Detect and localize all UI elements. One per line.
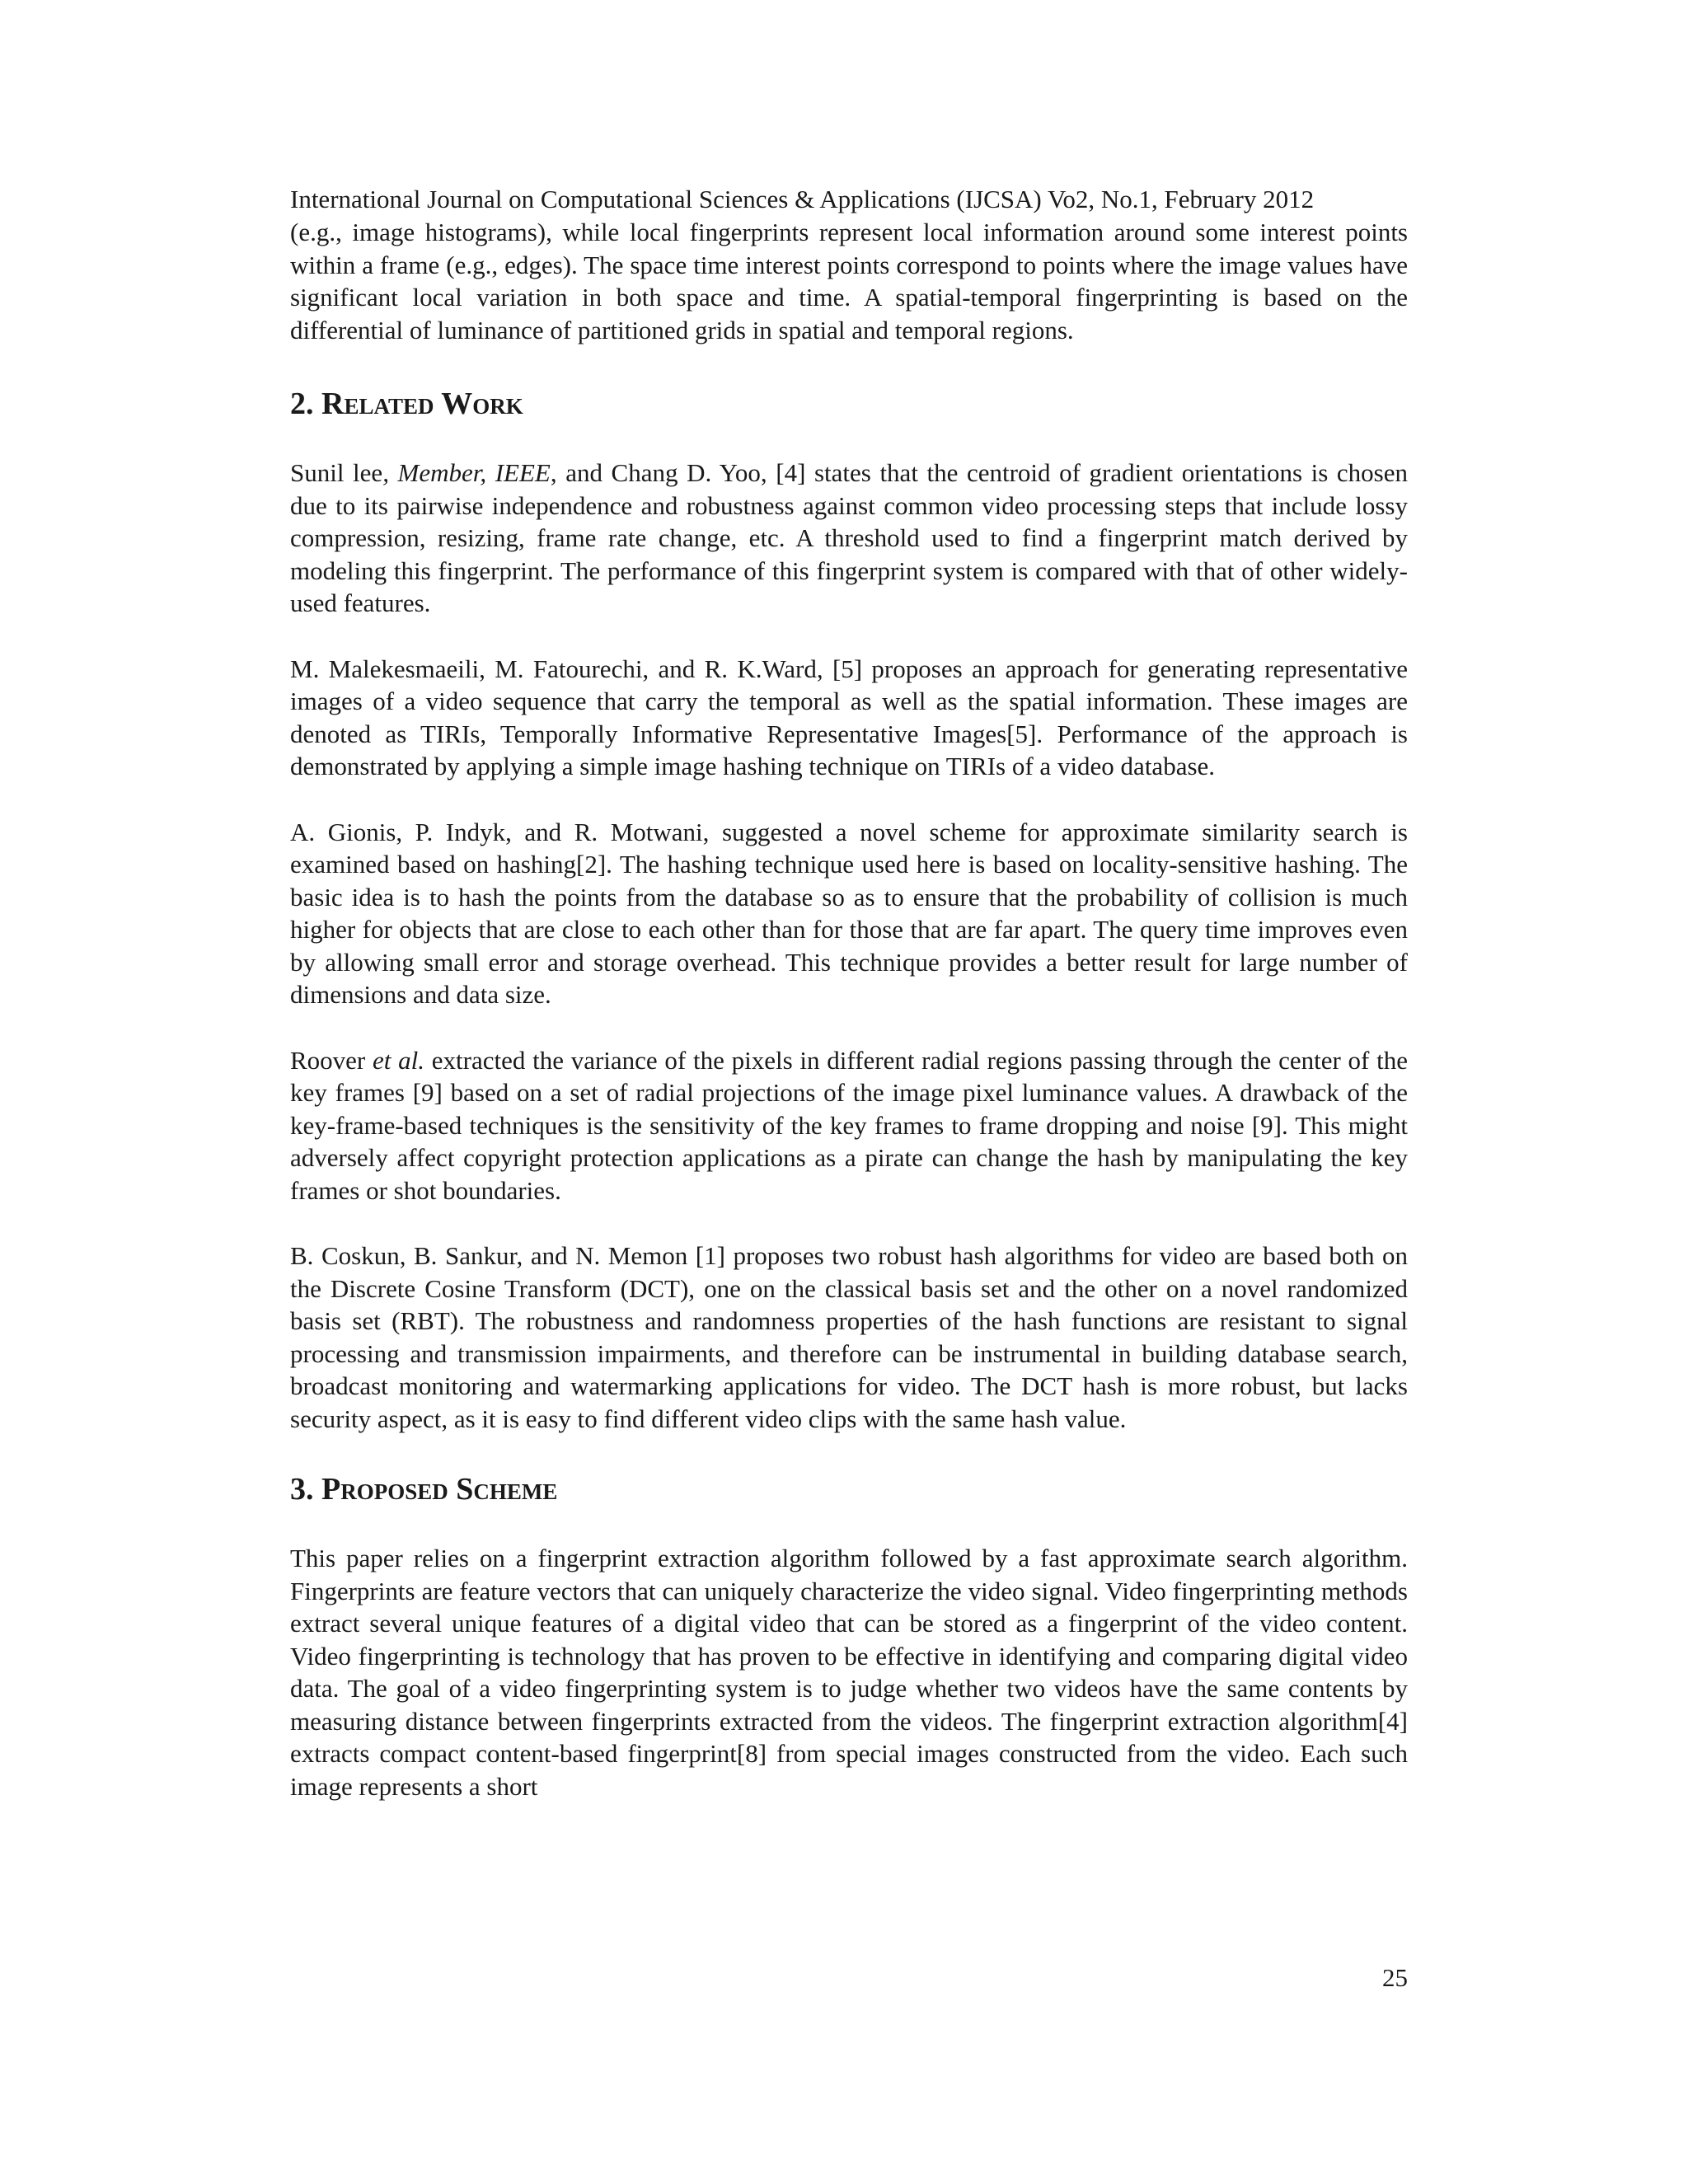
- related-work-paragraph-4: [290, 1044, 1408, 1207]
- section-3-title: Proposed Scheme: [321, 1472, 558, 1507]
- proposed-scheme-paragraph-1: This paper relies on a fingerprint extraction algorithm followed by a fast approximate search algorithm. Fingerprints are feature vectors that can uniquely characterize the video signal. Video fingerprinting methods extract several unique features of a digital video that can be stored as a fingerprint of the video content. Video fingerprinting is technology that has proven to be effective in identifying and comparing digital video data. The goal of a video fingerprinting system is to judge whether two videos have the same contents by measuring distance between fingerprints extracted from the videos. The fingerprint extraction algorithm[4] extracts compact content-based fingerprint[8] from special images constructed from the video. Each such image represents a short: [290, 1544, 1408, 1801]
- page-number: 25: [1382, 1963, 1408, 1992]
- paragraph-4-body: extracted the variance of the pixels in different radial regions passing through the center of the key frames [9] based on a set of radial projections of the image pixel luminance values. A drawback of the key-frame-based techniques is the sensitivity of the key frames to frame dropping and noise [9]. This might adversely affect copyright protection applications as a pirate can change the hash by manipulating the key frames or shot boundaries.: [290, 1045, 1408, 1205]
- section-3-number: 3.: [290, 1472, 314, 1507]
- intro-continuation-paragraph: (e.g., image histograms), while local fingerprints represent local information around some interest points within a frame (e.g., edges). The space time interest points correspond to points where the image values have significant local variation in both space and time. A spatial-temporal fingerprinting is based on the differential of luminance of partitioned grids in spatial and temporal regions.: [290, 218, 1408, 344]
- section-3-heading: [290, 1469, 1408, 1509]
- page-body: [290, 183, 1408, 1802]
- paragraph-1-body: , [4] states that the centroid of gradient orientations is chosen due to its pairwise independence and robustness against common video processing steps that include lossy compression, resizing, frame rate change, etc. A threshold used to find a fingerprint match derived by modeling this fingerprint. The performance of this fingerprint system is compared with that of other widely-used features.: [290, 458, 1408, 617]
- section-2-title: Related Work: [321, 387, 523, 421]
- related-work-paragraph-5: B. Coskun, B. Sankur, and N. Memon [1] proposes two robust hash algorithms for video are based both on the Discrete Cosine Transform (DCT), one on the classical basis set and the other on a novel randomized basis set (RBT). The robustness and randomness properties of the hash functions are resistant to signal processing and transmission impairments, and therefore can be instrumental in building database search, broadcast monitoring and watermarking applications for video. The DCT hash is more robust, but lacks security aspect, as it is easy to find different video clips with the same hash value.: [290, 1241, 1408, 1433]
- member-ieee: , Member, IEEE: [382, 458, 551, 487]
- et-al: et al.: [373, 1045, 424, 1075]
- author-chang-yoo: , and Chang D. Yoo: [550, 458, 761, 487]
- running-header: International Journal on Computational Sciences & Applications (IJCSA) Vo2, No.1, February 2012: [290, 185, 1315, 213]
- related-work-paragraph-3: A. Gionis, P. Indyk, and R. Motwani, suggested a novel scheme for approximate similarity search is examined based on hashing[2]. The hashing technique used here is based on locality-sensitive hashing. The basic idea is to hash the points from the database so as to ensure that the probability of collision is much higher for objects that are close to each other than for those that are far apart. The query time improves even by allowing small error and storage overhead. This technique provides a better result for large number of dimensions and data size.: [290, 817, 1408, 1009]
- related-work-paragraph-1: [290, 457, 1408, 620]
- section-2-heading: [290, 384, 1408, 424]
- author-sunil-lee: Sunil lee: [290, 458, 383, 487]
- section-2-number: 2.: [290, 387, 314, 421]
- related-work-paragraph-2: M. Malekesmaeili, M. Fatourechi, and R. K.Ward, [5] proposes an approach for generating representative images of a video sequence that carry the temporal as well as the spatial information. These images are denoted as TIRIs, Temporally Informative Representative Images[5]. Performance of the approach is demonstrated by applying a simple image hashing technique on TIRIs of a video database.: [290, 654, 1408, 780]
- author-roover: Roover: [290, 1045, 373, 1075]
